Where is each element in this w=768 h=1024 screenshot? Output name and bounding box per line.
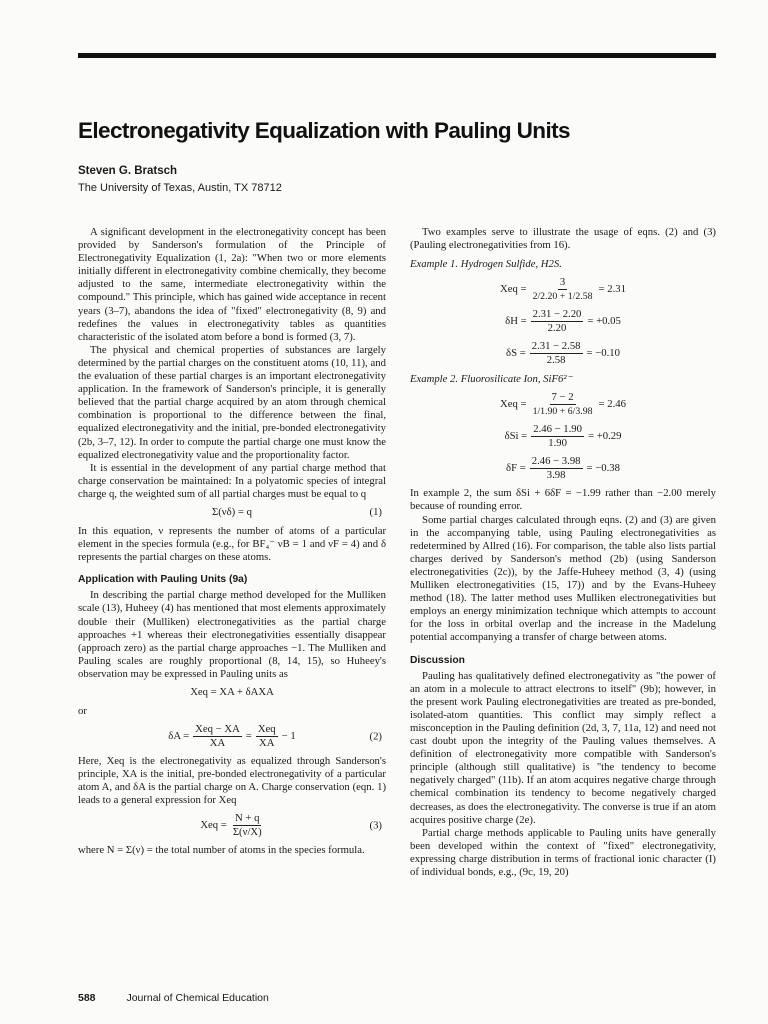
equation-result: = 2.31	[598, 283, 626, 296]
equation-lhs: δH =	[505, 315, 527, 328]
equation-lhs: δS =	[506, 347, 526, 360]
numerator: 2.46 − 1.90	[533, 423, 582, 436]
denominator: 1.90	[548, 437, 567, 450]
paragraph: A significant development in the electronegativity concept has been provided by Sanderson's formulation of the Principle of Electronegativity Equalization (1, 2a): "When two or more elements initially different in electronegativity combine chemically, they become adjusted to the same, intermediate electronegativity within the compound." This principle, which has gained wide acceptance in recent years (3–7), abandons the idea of "fixed" electronegativity (8, 9) and redefines the values in electronegativity tables as quantities characteristic of the isolated atom before a bond is formed (3, 7).	[78, 226, 386, 343]
paragraph: It is essential in the development of any partial charge method that charge conservation be maintained: In a polyatomic species of integral charge q, the weighted sum of all partial charges must be equal to q	[78, 461, 386, 500]
example-2-delta-f	[410, 455, 716, 482]
paragraph: The physical and chemical properties of substances are largely determined by the partial charges on the constituent atoms (10, 11), and the evaluation of these partial charges is an important electronegativity application. In the framework of Sanderson's principle, it is generally believed that the partial charge acquired by an atom through chemical combination is proportional to the difference between the final, equalized electronegativity and the initial, pre-bonded electronegativity (2b, 3–7, 12). In order to compute the partial charge one must know the equalized electronegativity value and the proportionality factor.	[78, 343, 386, 461]
numerator: 7 − 2	[551, 391, 574, 404]
top-rule	[78, 53, 716, 58]
numerator: Xeq	[257, 723, 276, 736]
journal-name: Journal of Chemical Education	[126, 992, 269, 1004]
denominator: 2.20	[547, 322, 567, 335]
equation-result: = 2.46	[598, 398, 626, 411]
numerator: 2.46 − 3.98	[531, 455, 581, 468]
equation-3	[78, 812, 386, 839]
equation-lhs: δF =	[506, 462, 526, 475]
numerator: Xeq − XA	[195, 723, 240, 736]
fraction	[531, 391, 595, 418]
example-2-xeq	[410, 391, 716, 418]
left-column	[78, 226, 386, 858]
equation-lhs: Xeq =	[500, 398, 527, 411]
equation-lhs: Xeq =	[500, 283, 527, 296]
paragraph: Partial charge methods applicable to Pauling units have generally been developed within the context of "fixed" electronegativity, expressing charge distribution in terms of fractional ionic character (I) of individual bonds, e.g., (9c, 19, 20)	[410, 826, 716, 878]
equation-lhs: Xeq =	[200, 819, 227, 832]
equation-body: Xeq = XA + δAXA	[190, 686, 274, 698]
equation-2	[78, 723, 386, 750]
denominator: Σ(ν/X)	[232, 826, 262, 839]
denominator: 2.58	[546, 354, 566, 367]
fraction	[193, 723, 242, 750]
page-footer	[78, 992, 269, 1004]
paragraph: where N = Σ(ν) = the total number of atoms in the species formula.	[78, 844, 365, 857]
equation-result: = −0.38	[586, 462, 620, 475]
right-column	[410, 226, 716, 879]
paragraph: Two examples serve to illustrate the usage of eqns. (2) and (3) (Pauling electronegativities from 16).	[410, 226, 716, 252]
fraction	[530, 455, 583, 482]
numerator: 3	[559, 276, 566, 289]
section-heading: Discussion	[410, 654, 465, 666]
equation-number: (3)	[369, 819, 382, 832]
section-heading: Application with Pauling Units (9a)	[78, 574, 248, 586]
fraction	[531, 276, 595, 303]
denominator: 1/1.90 + 6/3.98	[532, 406, 593, 418]
author-affiliation: The University of Texas, Austin, TX 78712	[78, 182, 282, 194]
fraction	[231, 812, 264, 839]
numerator: 2.31 − 2.58	[531, 340, 581, 353]
equation-lhs: δSi =	[504, 430, 528, 443]
fraction	[531, 423, 584, 450]
equation-number: (2)	[369, 730, 382, 743]
paragraph: In describing the partial charge method developed for the Mulliken scale (13), Huheey (4) has mentioned that most elements approximately double their (Mulliken) electronegativities as the partial charge approaches +1 whereas their electronegativities essentially disappear (approach zero) as the partial charge approaches −1. The Mulliken and Pauling scales are roughly proportional (8, 14, 15), so Huheey's observation may be expressed in Pauling units as	[78, 589, 386, 680]
paragraph: In example 2, the sum δSi + 6δF = −1.99 rather than −2.00 merely because of rounding error.	[410, 487, 716, 513]
equation-1	[78, 504, 386, 522]
denominator: 2/2.20 + 1/2.58	[532, 291, 593, 303]
paragraph: In this equation, ν represents the number of atoms of a particular element in the species formula (e.g., for BF₄⁻ νB = 1 and νF = 4) and δ represents the partial charges on these atoms.	[78, 524, 386, 564]
example-2-delta-si	[410, 423, 716, 450]
fraction	[530, 340, 583, 367]
equals-sign: =	[245, 730, 252, 743]
numerator: 2.31 − 2.20	[532, 308, 582, 321]
equation-result: = −0.10	[586, 347, 620, 360]
denominator: 3.98	[546, 469, 566, 482]
denominator: XA	[209, 737, 226, 750]
example-1-delta-s	[410, 340, 716, 367]
equation-xeq	[78, 684, 386, 702]
denominator: XA	[259, 737, 275, 750]
equation-result: = +0.29	[588, 430, 622, 443]
equation-tail: − 1	[281, 730, 296, 743]
paragraph: Pauling has qualitatively defined electronegativity as "the power of an atom in a molecule to attract electrons to itself" (9b); however, in the present work Pauling electronegativities are treated as pre-bonded, isolated-atom quantities. This conflict may simply reflect a misconception in the Pauling definition (2d, 3, 7, 11a, 12) and need not cast doubt upon the integrity of the Pauling values themselves. A definition of electronegativity more compatible with Sanderson's principle (although still qualitative) is "the tendency to become negatively charged" (11b). If an atom acquires negative charge through chemical combination its tendency to become negatively charged decreases, as does the electronegativity. The converse is true if an atom acquires positive charge (2e).	[410, 669, 716, 826]
author-name: Steven G. Bratsch	[78, 165, 178, 177]
example-1-delta-h	[410, 308, 716, 335]
page-number: 588	[78, 992, 96, 1004]
fraction	[256, 723, 278, 750]
example-heading: Example 2. Fluorosilicate Ion, SiF6²⁻	[410, 373, 573, 386]
equation-number: (1)	[369, 505, 382, 518]
connector-text: or	[78, 705, 87, 717]
numerator: N + q	[235, 812, 260, 825]
article-title: Electronegativity Equalization with Pauling Units	[78, 118, 570, 143]
paragraph: Some partial charges calculated through eqns. (2) and (3) are given in the accompanying table, using Pauling electronegativities as redetermined by Allred (16). For comparison, the table also lists partial charges derived by Sanderson's method (2b) (using Sanderson electronegativities (2c)), by the Jaffe-Huheey method (3, 4) (using Mulliken electronegativities (15, 17)) and by the Evans-Huheey method (18). The latter method uses Mulliken electronegativities but employs an energy minimization technique which attempts to account for the loss in orbital overlap and the increase in the Madelung potential accompanying a transfer of charge between atoms.	[410, 513, 716, 644]
example-1-xeq	[410, 276, 716, 303]
paragraph: Here, Xeq is the electronegativity as equalized through Sanderson's principle, XA is the initial, pre-bonded electronegativity of a particular atom A, and δA is the partial charge on A. Charge conservation (eqn. 1) leads to a general expression for Xeq	[78, 755, 386, 807]
equation-result: = +0.05	[587, 315, 621, 328]
equation-body: Σ(νδ) = q	[212, 505, 252, 518]
fraction	[531, 308, 584, 335]
equation-lhs: δA =	[168, 730, 190, 743]
example-heading: Example 1. Hydrogen Sulfide, H2S.	[410, 258, 562, 271]
